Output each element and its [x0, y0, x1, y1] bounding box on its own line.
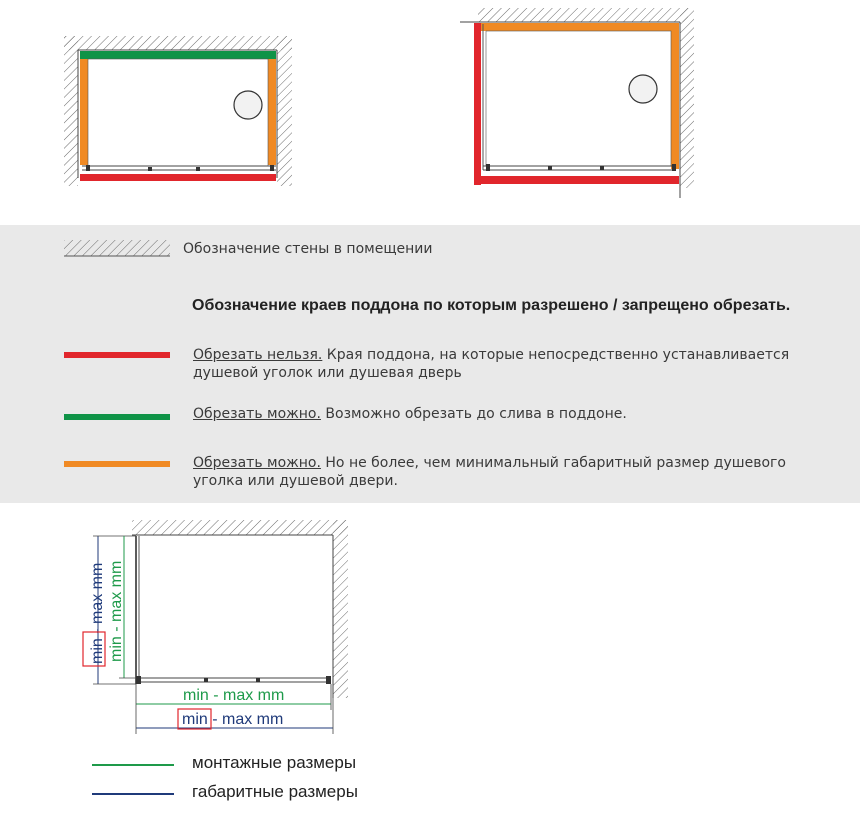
legend-item-green — [193, 405, 833, 423]
wall-right-hatch — [680, 8, 694, 188]
wall-right-hatch — [333, 520, 348, 698]
overall-legend-line — [92, 793, 174, 795]
legend-desc-red: Края поддона, на которые непосредственно устанавливается душевой уголок или душевая дверь — [193, 347, 790, 381]
horizontal-overall-rest: - max mm — [207, 711, 284, 728]
legend-term-orange: Обрезать можно. — [193, 455, 321, 471]
drain-icon — [234, 91, 262, 119]
tray-edge-red — [80, 174, 276, 181]
tray-edge-green — [80, 51, 276, 59]
mount-legend-label: монтажные размеры — [192, 753, 357, 772]
tray-edge-orange-right — [268, 59, 276, 165]
wall-right-hatch — [277, 36, 292, 186]
tray-edge-red-bottom — [474, 176, 679, 184]
trim-legend-heading: Обозначение краев поддона по которым разрешено / запрещено обрезать. — [192, 297, 791, 314]
wall-left-hatch — [64, 36, 78, 186]
legend-bar-green — [64, 414, 170, 420]
legend-desc-orange: Но не более, чем минимальный габаритный размер душевого уголка или душевой двери. — [193, 455, 786, 489]
vertical-mount-label: min - max mm — [108, 560, 125, 662]
vertical-overall-rest: - max mm — [89, 562, 106, 639]
legend-item-orange — [193, 454, 793, 490]
drain-icon — [629, 75, 657, 103]
wall-top-hatch — [132, 520, 348, 535]
svg-text:min - max mm — [89, 563, 106, 664]
legend-term-red: Обрезать нельзя. — [193, 347, 323, 363]
legend-bar-orange — [64, 461, 170, 467]
legend-bar-red — [64, 352, 170, 358]
wall-legend-label: Обозначение стены в помещении — [183, 241, 433, 257]
vertical-overall-min: min — [89, 638, 106, 664]
tray-edge-orange-right — [671, 31, 679, 169]
tray-diagram-right — [430, 0, 860, 215]
legend-term-green: Обрезать можно. — [193, 406, 321, 422]
tray-edge-red-left — [474, 23, 481, 185]
horizontal-overall-min: min — [182, 711, 208, 728]
horizontal-mount-label: min - max mm — [183, 687, 285, 704]
wall-top-hatch — [64, 36, 292, 50]
legend-desc-green: Возможно обрезать до слива в поддоне. — [320, 406, 627, 422]
tray-edge-orange-left — [80, 59, 88, 165]
dimensions-diagram — [0, 505, 430, 745]
overall-legend-label: габаритные размеры — [192, 782, 358, 801]
svg-text:min - max mm — [182, 711, 283, 728]
wall-top-hatch — [478, 8, 688, 22]
tray-edge-orange-top — [481, 23, 679, 31]
mount-legend-line — [92, 764, 174, 766]
tray-diagram-left — [0, 0, 430, 215]
legend-item-red — [193, 346, 833, 382]
wall-hatch-sample-icon — [64, 240, 170, 258]
